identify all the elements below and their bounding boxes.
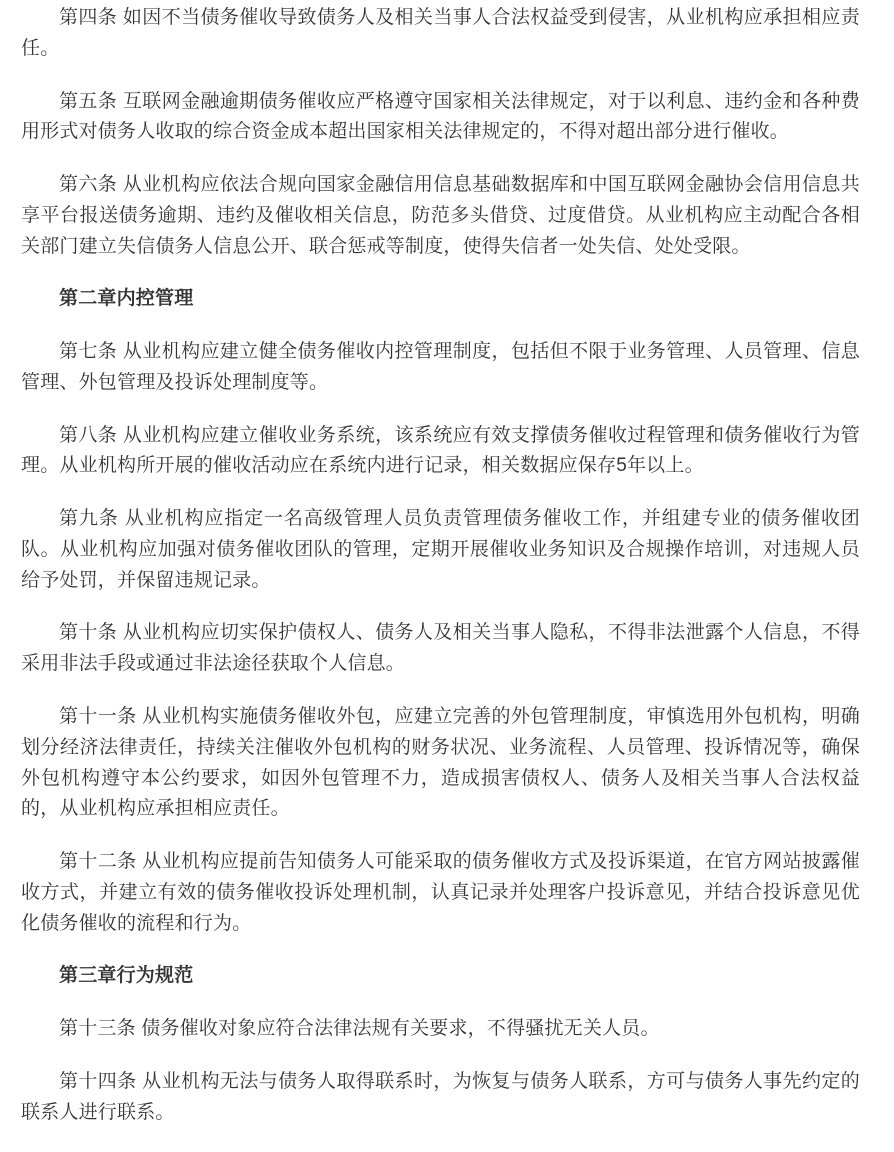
article-paragraph-clause-4: 第四条 如因不当债务催收导致债务人及相关当事人合法权益受到侵害，从业机构应承担相应责任。: [21, 7, 860, 59]
article-paragraph-clause-11: 第十一条 从业机构实施债务催收外包，应建立完善的外包管理制度，审慎选用外包机构，明确划分经济法律责任，持续关注催收外包机构的财务状况、业务流程、人员管理、投诉情况等，确保外包机构遵守本公约要求，如因外包管理不力，造成损害债权人、债务人及相关当事人合法权益的，从业机构应承担相应责任。: [21, 706, 860, 820]
article-paragraph-clause-14: 第十四条 从业机构无法与债务人取得联系时，为恢复与债务人联系，方可与债务人事先约定的联系人进行联系。: [21, 1070, 860, 1123]
chapter-heading-2: 第二章内控管理: [59, 288, 194, 310]
chapter-heading-3: 第三章行为规范: [59, 965, 194, 987]
article-paragraph-clause-7: 第七条 从业机构应建立健全债务催收内控管理制度，包括但不限于业务管理、人员管理、信息管理、外包管理及投诉处理制度等。: [21, 341, 860, 393]
article-paragraph-clause-6: 第六条 从业机构应依法合规向国家金融信用信息基础数据库和中国互联网金融协会信用信息共享平台报送债务逾期、违约及催收相关信息，防范多头借贷、过度借贷。从业机构应主动配合各相关部门建立失信债务人信息公开、联合惩戒等制度，使得失信者一处失信、处处受限。: [21, 174, 860, 257]
article-paragraph-clause-13: 第十三条 债务催收对象应符合法律法规有关要求，不得骚扰无关人员。: [59, 1018, 660, 1040]
article-paragraph-clause-10: 第十条 从业机构应切实保护债权人、债务人及相关当事人隐私，不得非法泄露个人信息，不得采用非法手段或通过非法途径获取个人信息。: [21, 622, 860, 675]
article-paragraph-clause-8: 第八条 从业机构应建立催收业务系统，该系统应有效支撑债务催收过程管理和债务催收行为管理。从业机构所开展的催收活动应在系统内进行记录，相关数据应保存5年以上。: [21, 424, 860, 477]
article-paragraph-clause-5: 第五条 互联网金融逾期债务催收应严格遵守国家相关法律规定，对于以利息、违约金和各种费用形式对债务人收取的综合资金成本超出国家相关法律规定的，不得对超出部分进行催收。: [21, 90, 860, 143]
article-paragraph-clause-9: 第九条 从业机构应指定一名高级管理人员负责管理债务催收工作，并组建专业的债务催收团队。从业机构应加强对债务催收团队的管理，定期开展催收业务知识及合规操作培训，对违规人员给予处罚，并保留违规记录。: [21, 508, 860, 591]
article-paragraph-clause-12: 第十二条 从业机构应提前告知债务人可能采取的债务催收方式及投诉渠道，在官方网站披露催收方式，并建立有效的债务催收投诉处理机制，认真记录并处理客户投诉意见，并结合投诉意见优化债务催收的流程和行为。: [21, 851, 860, 934]
